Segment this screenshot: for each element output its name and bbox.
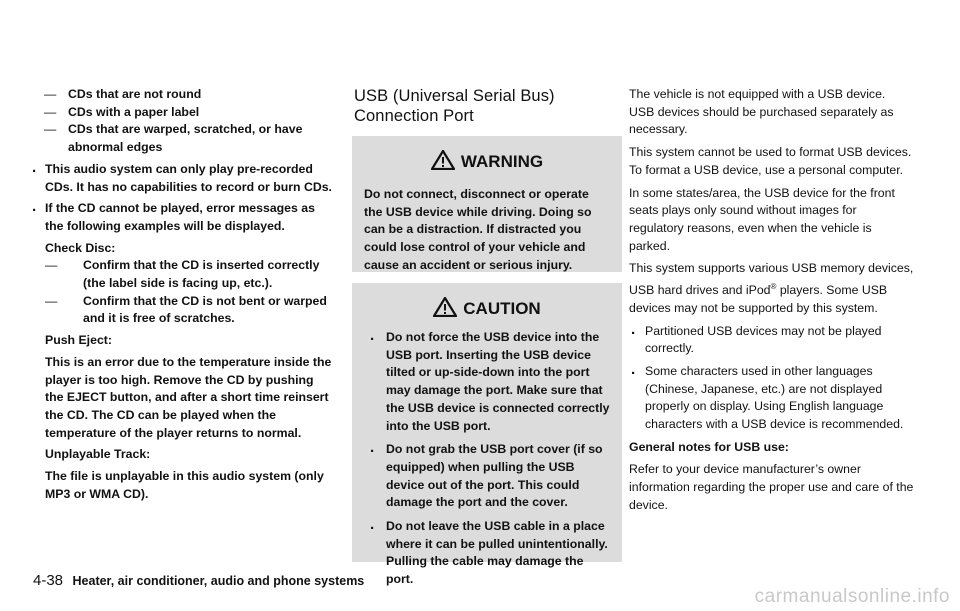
registered-mark: ®: [770, 282, 777, 292]
section-title: Heater, air conditioner, audio and phone systems: [72, 574, 365, 588]
middle-column: [352, 86, 622, 587]
subheading-check-disc: Check Disc:: [45, 240, 116, 255]
list-item: . Do not leave the USB cable in a place where it can be pulled unintentionally. Pulling the cable may damage the port.: [364, 518, 610, 589]
list-item: — Confirm that the CD is not bent or warped and it is free of scratches.: [30, 293, 335, 328]
paragraph: Refer to your device manufacturer’s owner information regarding the proper use and care of the device.: [629, 462, 914, 512]
warning-text: Do not connect, disconnect or operate the USB device while driving. Doing so can be a distraction. If distracted you could lose control of your vehicle and cause an accident or serious injury.: [364, 187, 592, 272]
paragraph: The file is unplayable in this audio system (only MP3 or WMA CD).: [45, 469, 324, 501]
list-item: . Some characters used in other languages (Chinese, Japanese, etc.) are not displayed properly on display. Using English language characters with a USB device is recommended.: [629, 363, 914, 434]
list-item: . Do not force the USB device into the USB port. Inserting the USB device tilted or up-side-down into the port may damage the port. Make sure that the USB device is connected correctly into the USB port.: [364, 329, 610, 435]
paragraph: [629, 260, 914, 317]
list-item: — CDs that are warped, scratched, or have abnormal edges: [30, 121, 335, 156]
warning-title: WARNING: [460, 152, 544, 171]
caution-triangle-icon: [433, 297, 457, 317]
list-item: — Confirm that the CD is inserted correctly (the label side is facing up, etc.).: [30, 257, 335, 292]
subheading-unplayable: Unplayable Track:: [45, 447, 151, 462]
paragraph: In some states/area, the USB device for the front seats plays only sound without images for regulatory reasons, even when the vehicle is parked.: [629, 185, 895, 253]
warning-title-row: [364, 150, 610, 172]
subheading-push-eject: Push Eject:: [45, 333, 112, 348]
watermark: carmanualsonline.info: [754, 586, 950, 607]
paragraph-part: players. Some USB devices may not be supported by this system.: [629, 283, 888, 315]
paragraph: This is an error due to the temperature inside the player is too high. Remove the CD by pushing the EJECT button, and after a short time reinsert the CD. The CD can be played when the temperature of the player returns to normal.: [45, 354, 332, 440]
left-column: [30, 86, 335, 503]
caution-box: [352, 283, 622, 587]
list-item: . If the CD cannot be played, error messages as the following examples will be displayed.: [30, 200, 335, 235]
subheading-general-notes: General notes for USB use:: [629, 439, 789, 454]
paragraph: The vehicle is not equipped with a USB device. USB devices should be purchased separately as necessary.: [629, 87, 894, 137]
warning-triangle-icon: [431, 150, 455, 170]
caution-title-row: [364, 297, 610, 319]
list-item: . Do not grab the USB port cover (if so equipped) when pulling the USB device out of the port. This could damage the port and the cover.: [364, 441, 610, 512]
paragraph: This system cannot be used to format USB devices. To format a USB device, use a personal computer.: [629, 145, 912, 177]
warning-box: [352, 136, 622, 272]
list-item: . Partitioned USB devices may not be played correctly.: [629, 323, 914, 358]
list-item: — CDs with a paper label: [30, 104, 335, 122]
list-item: . This audio system can only play pre-recorded CDs. It has no capabilities to record or burn CDs.: [30, 161, 335, 196]
right-column: [629, 86, 914, 520]
caution-title: CAUTION: [463, 299, 541, 318]
page-number: 4-38: [33, 572, 64, 589]
list-item: — CDs that are not round: [30, 86, 335, 104]
paragraph-part: This system supports various USB memory devices, USB hard drives and iPod: [629, 261, 914, 298]
section-heading: USB (Universal Serial Bus) Connection Port: [354, 87, 555, 125]
page-footer: [33, 572, 364, 589]
